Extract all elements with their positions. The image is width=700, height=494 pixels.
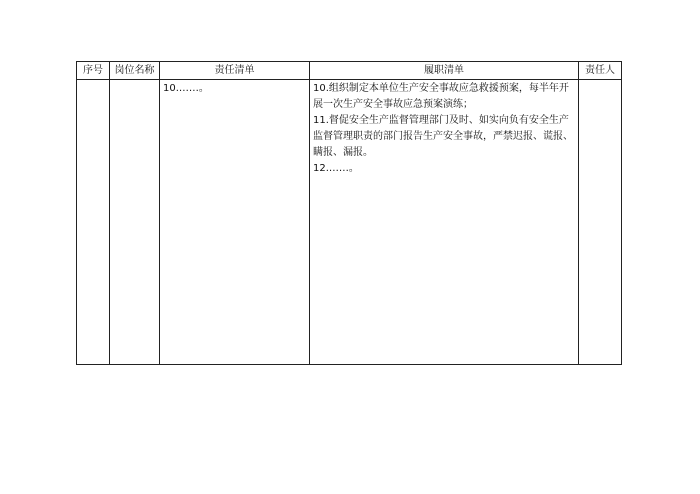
cell-person-text bbox=[579, 80, 621, 81]
header-seq: 序号 bbox=[77, 62, 110, 80]
duties-list bbox=[310, 80, 578, 177]
header-row bbox=[77, 62, 622, 80]
header-person: 责任人 bbox=[579, 62, 622, 80]
responsibility-table bbox=[76, 61, 622, 365]
cell-position bbox=[110, 80, 160, 365]
header-duties: 履职清单 bbox=[310, 62, 579, 80]
duty-item: 11.督促安全生产监督管理部门及时、如实向负有安全生产监督管理职责的部门报告生产安全事故，严禁迟报、谎报、瞒报、漏报。 bbox=[313, 115, 573, 158]
cell-position-text bbox=[110, 80, 159, 81]
cell-seq-text bbox=[77, 80, 109, 81]
responsibility-item: 10.……。 bbox=[163, 83, 209, 94]
header-responsibility: 责任清单 bbox=[160, 62, 310, 80]
cell-seq bbox=[77, 80, 110, 365]
cell-responsibility bbox=[160, 80, 310, 365]
table-row bbox=[77, 80, 622, 365]
duty-item: 12.……。 bbox=[313, 163, 359, 174]
cell-person bbox=[579, 80, 622, 365]
header-position: 岗位名称 bbox=[110, 62, 160, 80]
cell-duties bbox=[310, 80, 579, 365]
duty-item: 10.组织制定本单位生产安全事故应急救援预案，每半年开展一次生产安全事故应急预案演练； bbox=[313, 83, 569, 110]
